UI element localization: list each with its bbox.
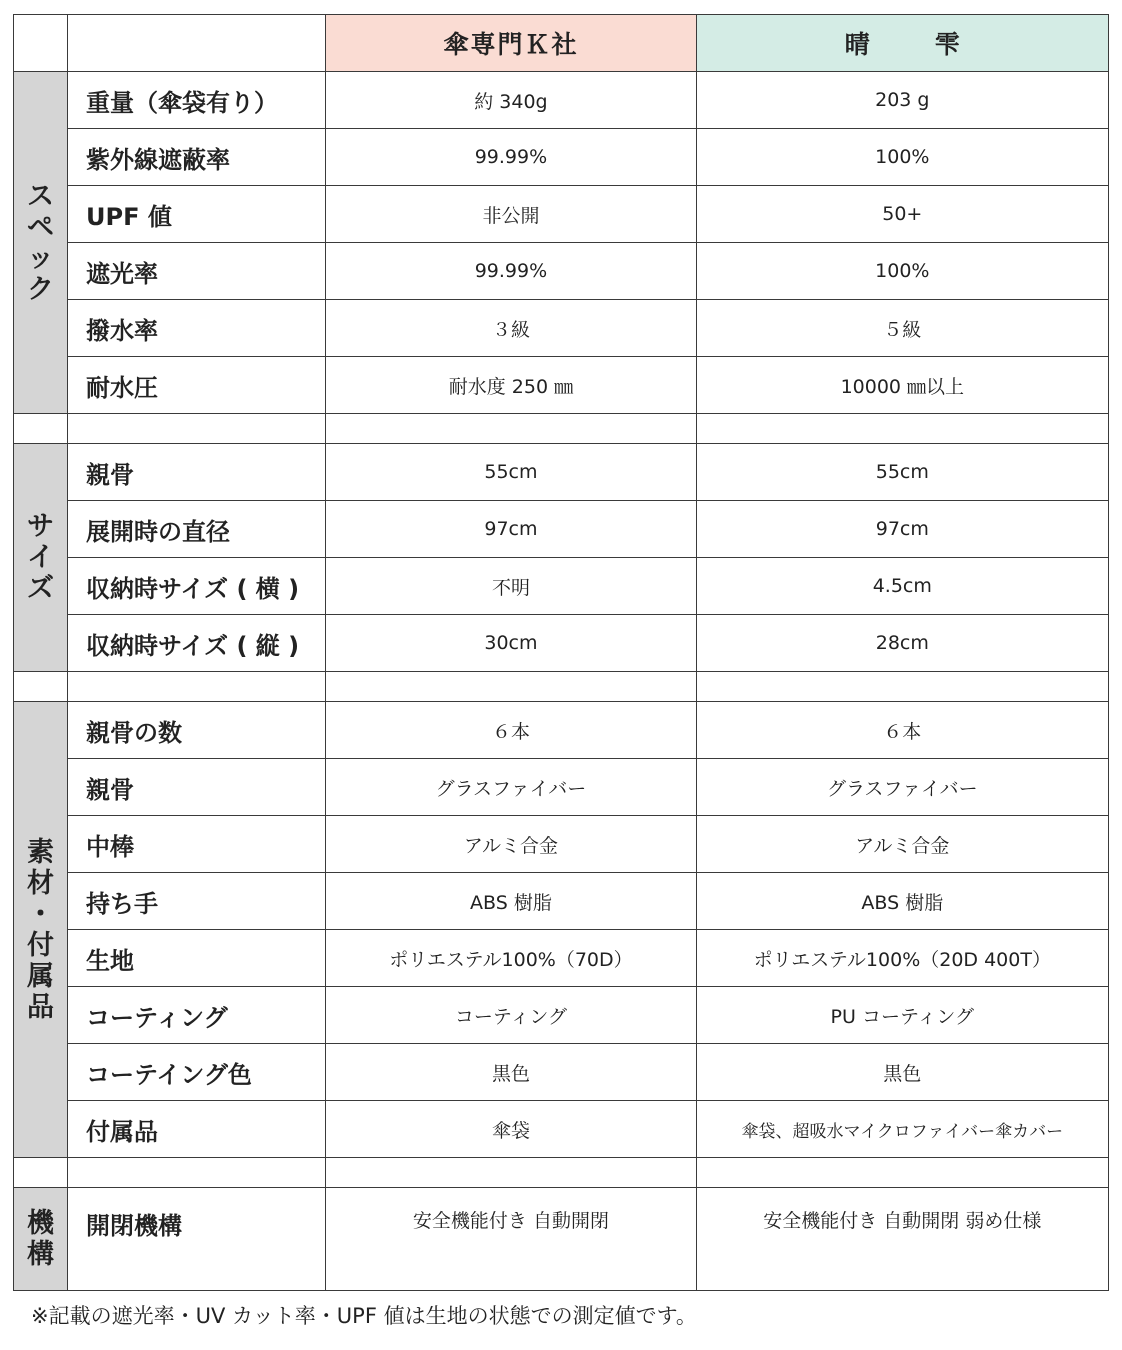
value-h: ６本 xyxy=(696,702,1108,759)
row-label: コーテイング色 xyxy=(68,1044,326,1101)
row-label: 親骨 xyxy=(68,444,326,501)
row-label: 耐水圧 xyxy=(68,357,326,414)
table-row xyxy=(14,501,1109,558)
value-h: ポリエステル100%（20D 400T） xyxy=(696,930,1108,987)
value-k: コーティング xyxy=(326,987,696,1044)
value-h: 50+ xyxy=(696,186,1108,243)
comparison-table xyxy=(13,14,1109,1291)
category-size: サ イ ズ xyxy=(14,444,68,672)
header-brand-k: 傘専門Ｋ社 xyxy=(326,15,696,72)
row-label: 開閉機構 xyxy=(68,1188,326,1291)
table-row xyxy=(14,987,1109,1044)
row-label: 撥水率 xyxy=(68,300,326,357)
value-h: 傘袋、超吸水マイクロファイバー傘カバー xyxy=(696,1101,1108,1158)
value-h: PU コーティング xyxy=(696,987,1108,1044)
table-row xyxy=(14,186,1109,243)
value-h: ５級 xyxy=(696,300,1108,357)
table-row xyxy=(14,930,1109,987)
value-h: 100% xyxy=(696,243,1108,300)
table-row xyxy=(14,357,1109,414)
value-k: ABS 樹脂 xyxy=(326,873,696,930)
table-row xyxy=(14,129,1109,186)
comparison-table-wrapper xyxy=(13,14,1109,1291)
value-h: アルミ合金 xyxy=(696,816,1108,873)
category-material: 素 材 ・ 付 属 品 xyxy=(14,702,68,1158)
spacer-row xyxy=(14,672,1109,702)
value-h: 安全機能付き 自動開閉 弱め仕様 xyxy=(696,1188,1108,1291)
category-spec: ス ペ ッ ク xyxy=(14,72,68,414)
value-k: ３級 xyxy=(326,300,696,357)
value-k: 97cm xyxy=(326,501,696,558)
row-label: 生地 xyxy=(68,930,326,987)
value-k: 耐水度 250 ㎜ xyxy=(326,357,696,414)
row-label: 紫外線遮蔽率 xyxy=(68,129,326,186)
table-row xyxy=(14,1101,1109,1158)
header-blank-cell xyxy=(68,15,326,72)
table-row xyxy=(14,816,1109,873)
header-row xyxy=(14,15,1109,72)
table-row xyxy=(14,72,1109,129)
row-label: UPF 値 xyxy=(68,186,326,243)
value-k: 55cm xyxy=(326,444,696,501)
value-h: グラスファイバー xyxy=(696,759,1108,816)
spacer-row xyxy=(14,414,1109,444)
row-label: 収納時サイズ ( 横 ) xyxy=(68,558,326,615)
row-label: コーティング xyxy=(68,987,326,1044)
category-mechanism: 機 構 xyxy=(14,1188,68,1291)
table-row xyxy=(14,300,1109,357)
value-k: 99.99% xyxy=(326,129,696,186)
row-label: 遮光率 xyxy=(68,243,326,300)
value-h: 203 g xyxy=(696,72,1108,129)
value-k: 非公開 xyxy=(326,186,696,243)
value-h: 4.5cm xyxy=(696,558,1108,615)
value-k: 安全機能付き 自動開閉 xyxy=(326,1188,696,1291)
value-k: 不明 xyxy=(326,558,696,615)
table-row xyxy=(14,1188,1109,1291)
value-k: アルミ合金 xyxy=(326,816,696,873)
value-h: 100% xyxy=(696,129,1108,186)
table-row xyxy=(14,873,1109,930)
value-k: 黒色 xyxy=(326,1044,696,1101)
row-label: 親骨の数 xyxy=(68,702,326,759)
value-h: 10000 ㎜以上 xyxy=(696,357,1108,414)
row-label: 展開時の直径 xyxy=(68,501,326,558)
value-k: ポリエステル100%（70D） xyxy=(326,930,696,987)
value-k: グラスファイバー xyxy=(326,759,696,816)
value-h: 黒色 xyxy=(696,1044,1108,1101)
header-brand-h: 晴 雫 xyxy=(696,15,1108,72)
value-k: ６本 xyxy=(326,702,696,759)
value-k: 約 340g xyxy=(326,72,696,129)
value-h: 28cm xyxy=(696,615,1108,672)
row-label: 重量（傘袋有り） xyxy=(68,72,326,129)
value-k: 30cm xyxy=(326,615,696,672)
row-label: 収納時サイズ ( 縦 ) xyxy=(68,615,326,672)
value-k: 99.99% xyxy=(326,243,696,300)
footnote: ※記載の遮光率・UV カット率・UPF 値は生地の状態での測定値です。 xyxy=(31,1304,697,1328)
row-label: 親骨 xyxy=(68,759,326,816)
table-row xyxy=(14,243,1109,300)
table-row xyxy=(14,1044,1109,1101)
value-h: 55cm xyxy=(696,444,1108,501)
table-row xyxy=(14,615,1109,672)
value-h: ABS 樹脂 xyxy=(696,873,1108,930)
row-label: 持ち手 xyxy=(68,873,326,930)
row-label: 付属品 xyxy=(68,1101,326,1158)
value-h: 97cm xyxy=(696,501,1108,558)
row-label: 中棒 xyxy=(68,816,326,873)
table-row xyxy=(14,558,1109,615)
value-k: 傘袋 xyxy=(326,1101,696,1158)
header-blank-cell xyxy=(14,15,68,72)
spacer-row xyxy=(14,1158,1109,1188)
table-row xyxy=(14,759,1109,816)
table-row xyxy=(14,444,1109,501)
table-row xyxy=(14,702,1109,759)
